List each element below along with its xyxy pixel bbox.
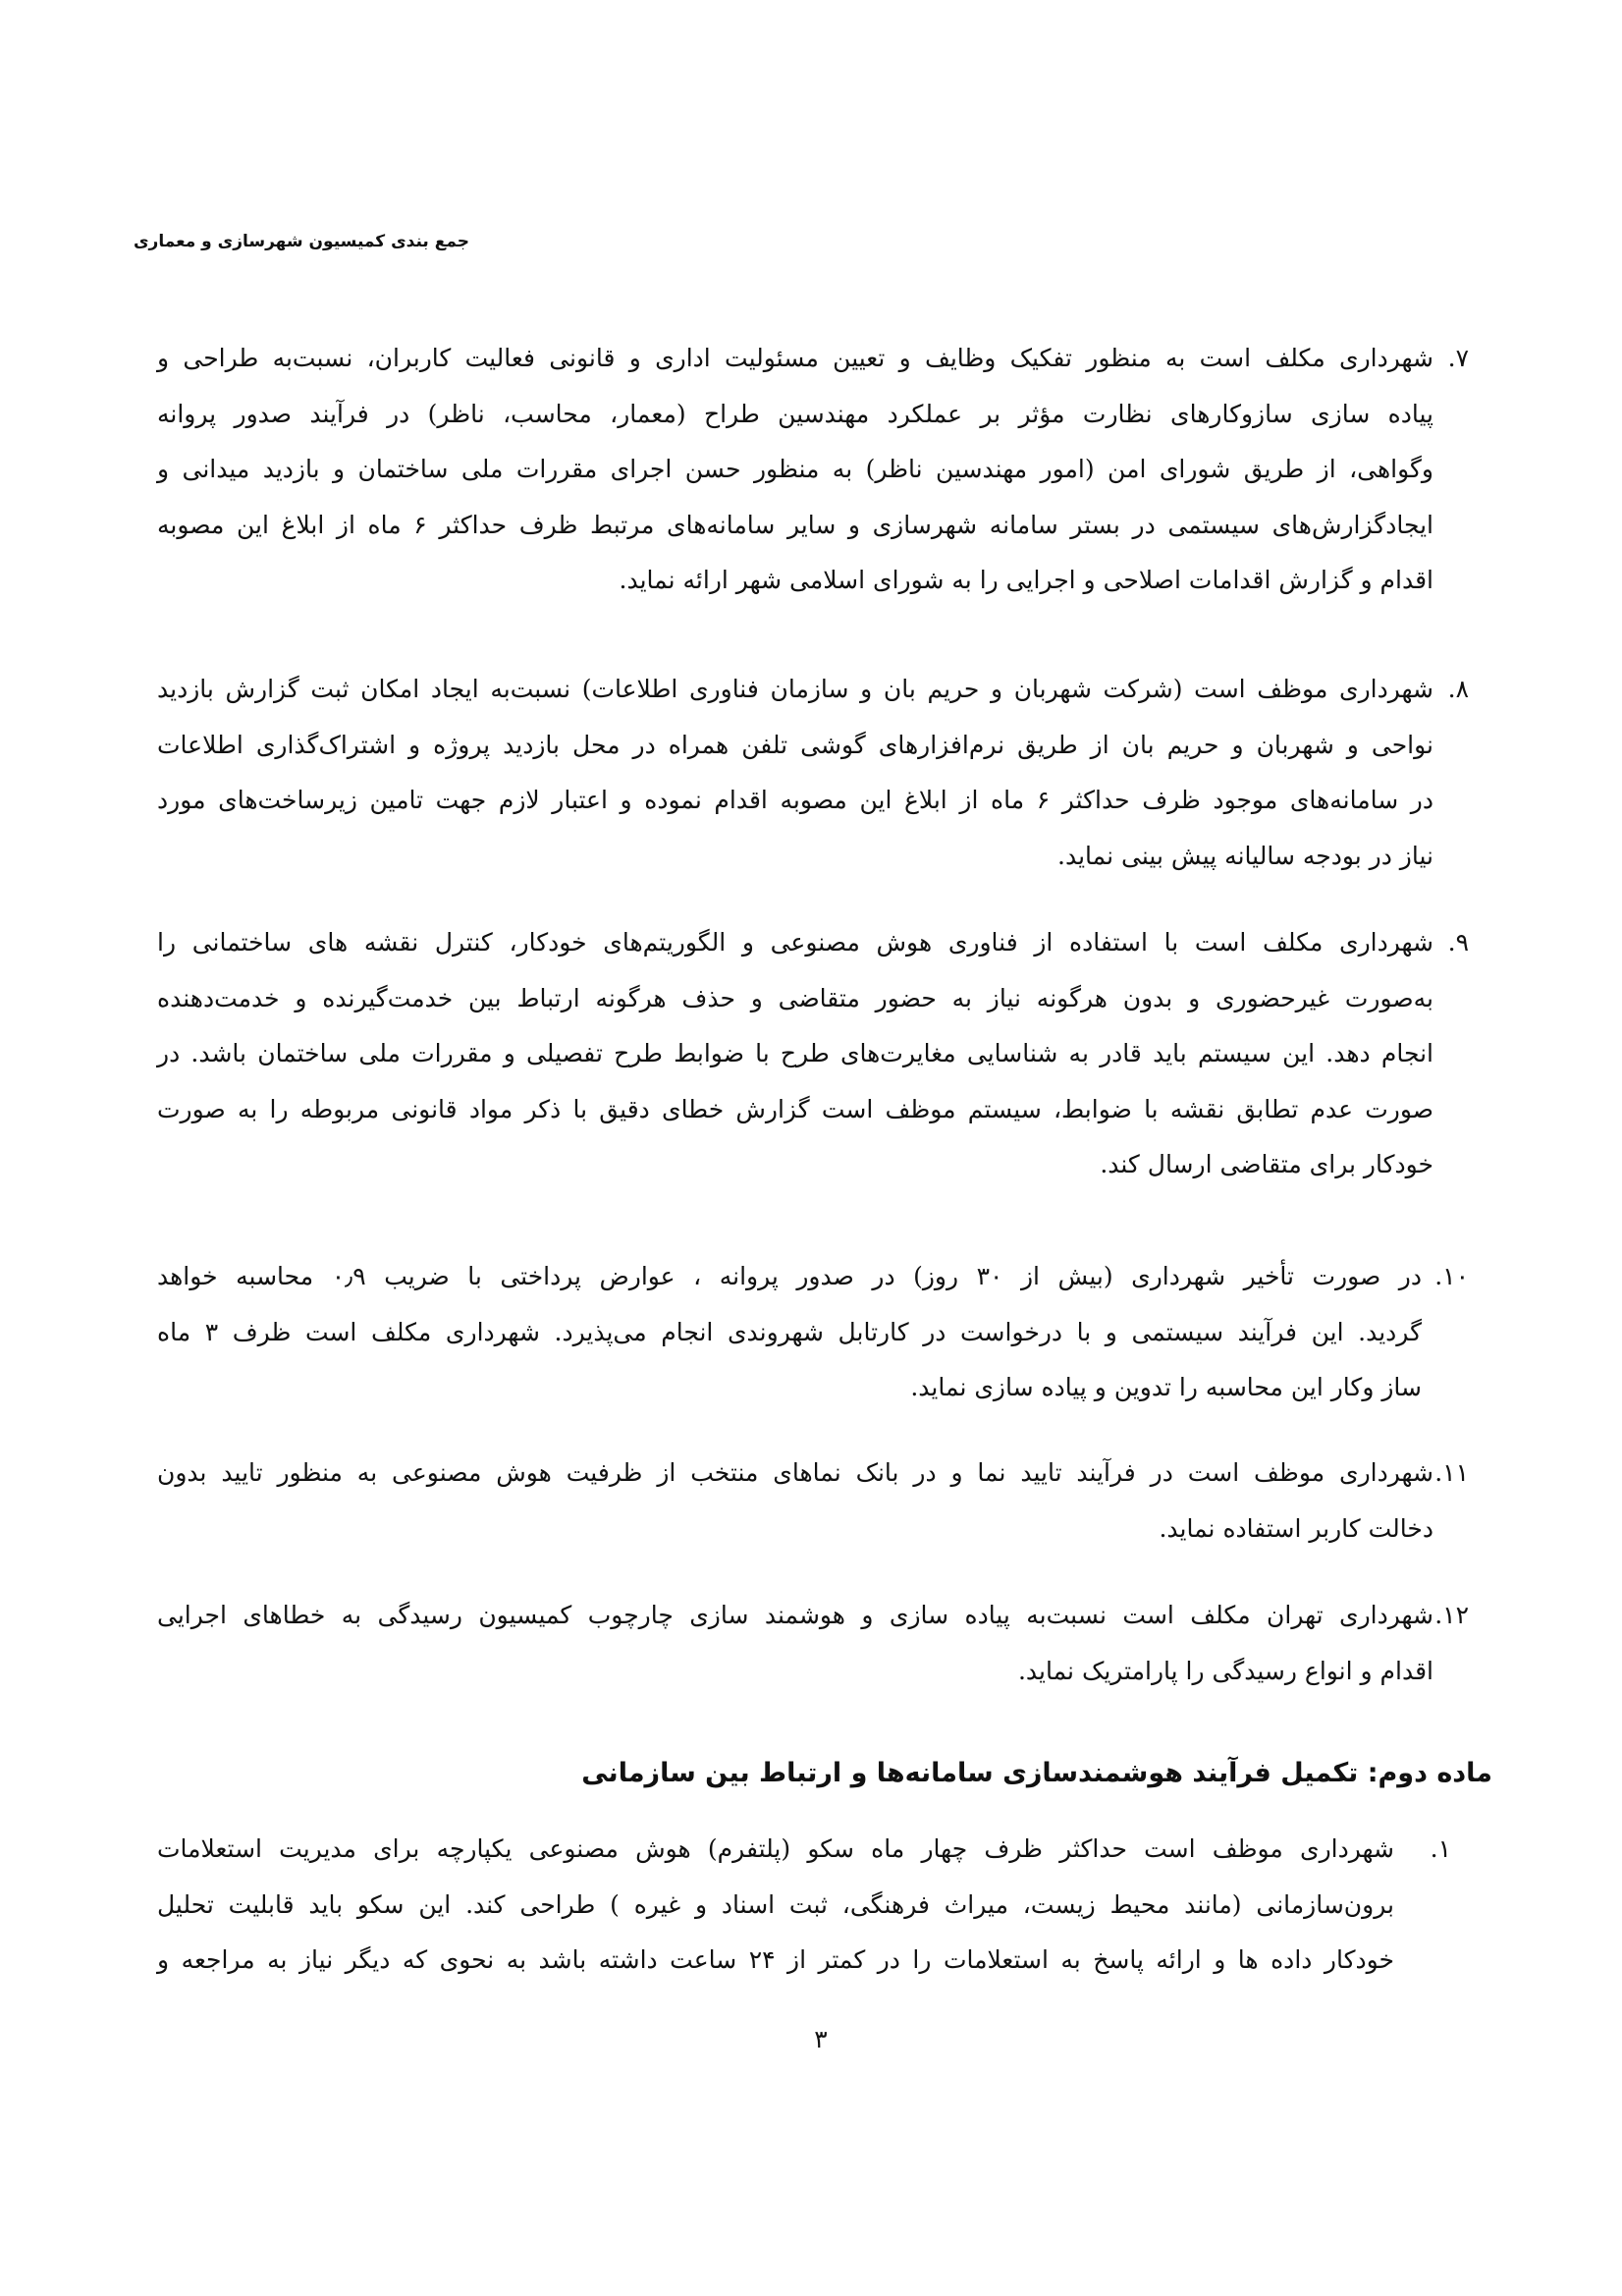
section-list-item-1 bbox=[157, 1822, 1451, 1989]
item-body bbox=[157, 662, 1433, 884]
item-number: ۱۲. bbox=[1434, 1601, 1469, 1629]
section-heading: ماده دوم: تکمیل فرآیند هوشمندسازی سامانه‌ها و ارتباط بین سازمانی bbox=[581, 1758, 1492, 1788]
text-line: ایجادگزارش‌های سیستمی در بستر سامانه شهرسازی و سایر سامانه‌های مرتبط ظرف حداکثر ۶ ماه از ابلاغ این مصوبه bbox=[157, 510, 1433, 539]
item-body bbox=[157, 1822, 1394, 1989]
text-line: شهرداری مکلف است به منظور تفکیک وظایف و تعیین مسئولیت اداری و قانونی فعالیت کاربران، نسبت‌به طراحی و bbox=[157, 344, 1433, 372]
text-line: شهرداری تهران مکلف است نسبت‌به پیاده سازی و هوشمند سازی چارچوب کمیسیون رسیدگی به خطاهای اجرایی bbox=[157, 1601, 1433, 1629]
item-body bbox=[157, 1446, 1433, 1557]
text-line: صورت عدم تطابق نقشه با ضوابط، سیستم موظف است گزارش خطای دقیق با ذکر مواد قانونی مربوطه را به صورت bbox=[157, 1094, 1434, 1123]
list-item-11 bbox=[157, 1446, 1469, 1557]
page-header: جمع بندی کمیسیون شهرسازی و معماری bbox=[133, 232, 469, 251]
text-line: خودکار برای متقاضی ارسال کند. bbox=[1100, 1150, 1433, 1178]
item-body bbox=[157, 1249, 1422, 1416]
text-line: شهرداری موظف است حداکثر ظرف چهار ماه سکو (پلتفرم) هوش مصنوعی یکپارچه برای مدیریت استعلامات bbox=[157, 1834, 1394, 1863]
text-line: اقدام و گزارش اقدامات اصلاحی و اجرایی را به شورای اسلامی شهر ارائه نماید. bbox=[619, 566, 1433, 594]
text-line: ساز وکار این محاسبه را تدوین و پیاده سازی نماید. bbox=[910, 1373, 1422, 1401]
text-line: به‌صورت غیرحضوری و بدون هرگونه نیاز به حضور متقاضی و حذف هرگونه ارتباط بین خدمت‌گیرنده و خدمت‌دهنده bbox=[157, 983, 1433, 1012]
item-number: ۱۱. bbox=[1434, 1458, 1469, 1487]
item-number: ۹. bbox=[1447, 928, 1469, 957]
text-line: برون‌سازمانی (مانند محیط زیست، میراث فرهنگی، ثبت اسناد و غیره ) طراحی کند. این سکو باید قابلیت تحلیل bbox=[157, 1889, 1394, 1919]
item-number: ۱۰. bbox=[1434, 1262, 1469, 1290]
text-line: دخالت کاربر استفاده نماید. bbox=[1159, 1513, 1433, 1543]
text-line: خودکار داده ها و ارائه پاسخ به استعلامات را در کمتر از ۲۴ ساعت داشته باشد به نحوی که دیگر نیاز به مراجعه و bbox=[157, 1945, 1394, 1974]
text-line: در صورت تأخیر شهرداری (بیش از ۳۰ روز) در صدور پروانه ، عوارض پرداختی با ضریب ۰٫۹ محاسبه خواهد bbox=[157, 1262, 1422, 1290]
list-item-9 bbox=[157, 915, 1469, 1193]
item-body bbox=[157, 915, 1433, 1193]
item-body bbox=[157, 1588, 1433, 1699]
item-number: ۷. bbox=[1447, 344, 1469, 372]
list-item-8 bbox=[157, 662, 1469, 884]
text-line: اقدام و انواع رسیدگی را پارامتریک نماید. bbox=[1017, 1656, 1433, 1685]
text-line: گردید. این فرآیند سیستمی و با درخواست در کارتابل شهروندی انجام می‌پذیرد. شهرداری مکلف است ظرف ۳ ماه bbox=[157, 1317, 1422, 1346]
text-line: انجام دهد. این سیستم باید قادر به شناسایی مغایرت‌های طرح با ضوابط طرح تفصیلی و مقررات ملی ساختمان باشد. در bbox=[157, 1039, 1433, 1067]
list-item-12 bbox=[157, 1588, 1469, 1699]
item-number: ۸. bbox=[1447, 675, 1469, 703]
text-line: شهرداری مکلف است با استفاده از فناوری هوش مصنوعی و الگوریتم‌های خودکار، کنترل نقشه های ساختمانی را bbox=[157, 928, 1433, 957]
text-line: نواحی و شهربان و حریم بان از طریق نرم‌افزارهای گوشی تلفن همراه در محل بازدید پروژه و اشتراک‌گذاری اطلاعات bbox=[157, 730, 1433, 759]
text-line: در سامانه‌های موجود ظرف حداکثر ۶ ماه از ابلاغ این مصوبه اقدام نموده و اعتبار لازم جهت تامین زیرساخت‌های مورد bbox=[157, 786, 1433, 814]
text-line: نیاز در بودجه سالیانه پیش بینی نماید. bbox=[1057, 841, 1433, 870]
text-line: پیاده سازی سازوکارهای نظارت مؤثر بر عملکرد مهندسین طراح (معمار، محاسب، ناظر) در فرآیند صدور پروانه bbox=[157, 399, 1433, 428]
list-item-10 bbox=[157, 1249, 1469, 1416]
text-line: شهرداری موظف است در فرآیند تایید نما و در بانک نماهای منتخب از ظرفیت هوش مصنوعی به منظور تایید بدون bbox=[157, 1458, 1433, 1487]
item-body bbox=[157, 331, 1433, 609]
text-line: وگواهی، از طریق شورای امن (امور مهندسین ناظر) به منظور حسن اجرای مقررات ملی ساختمان و بازدید میدانی و bbox=[157, 455, 1433, 483]
item-number: ۱. bbox=[1430, 1834, 1451, 1863]
list-item-7 bbox=[157, 331, 1469, 609]
page-number: ۳ bbox=[814, 2025, 828, 2053]
text-line: شهرداری موظف است (شرکت شهربان و حریم بان و سازمان فناوری اطلاعات) نسبت‌به ایجاد امکان ثبت گزارش بازدید bbox=[157, 675, 1433, 703]
